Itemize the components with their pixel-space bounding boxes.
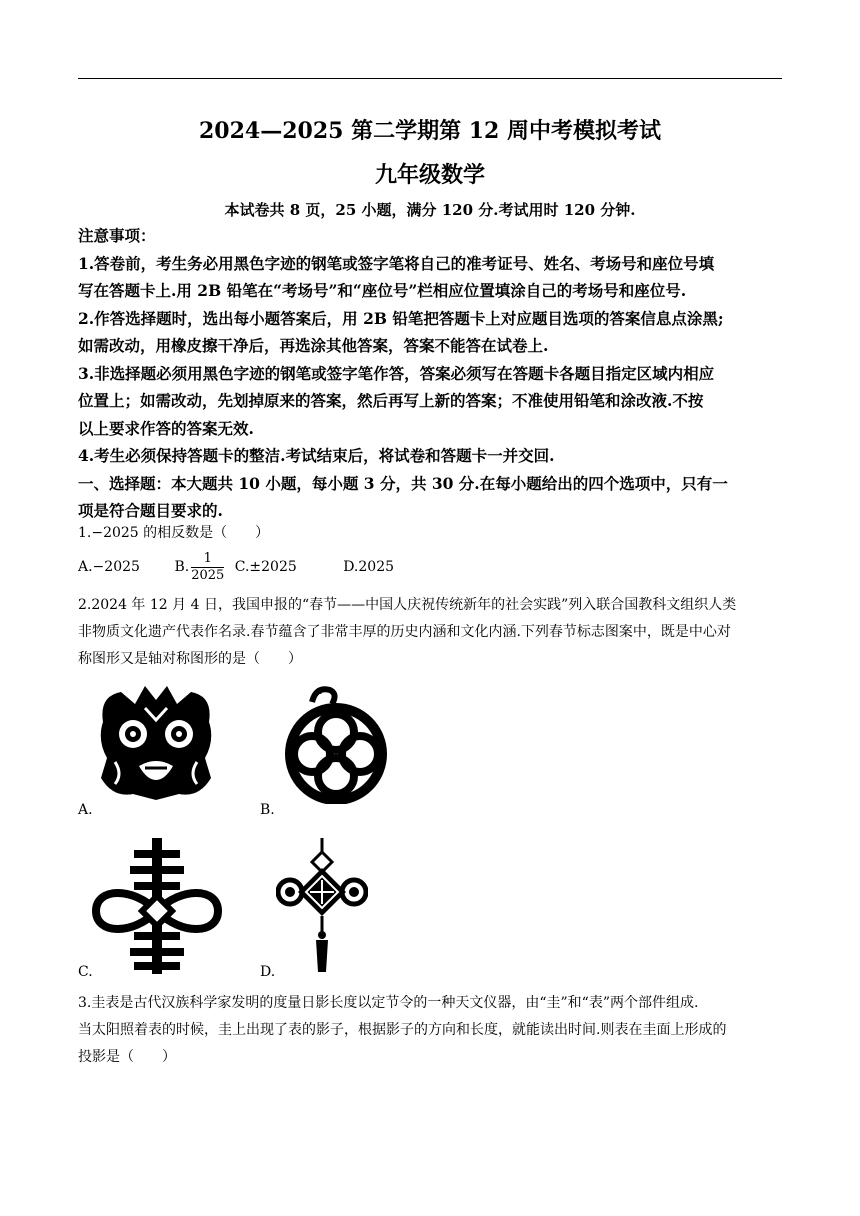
- question-line: 2.2024 年 12 月 4 日，我国申报的“春节——中国人庆祝传统新年的社会实践”列入联合国教科文组织人类: [78, 597, 737, 613]
- question-3: [78, 990, 782, 1071]
- option-b-label: B.: [260, 802, 275, 818]
- option-a-label: A.: [78, 802, 93, 818]
- question-2: [78, 592, 782, 673]
- question-1: [78, 520, 782, 547]
- option-d-label: D.: [260, 964, 276, 980]
- fraction-numerator: 1: [191, 551, 224, 568]
- notice-line: 1.答卷前，考生务必用黑色字迹的钢笔或签字笔将自己的准考证号、姓名、考场号和座位号填: [78, 253, 715, 273]
- header-rule: [78, 78, 782, 79]
- lion-head-icon: [95, 682, 217, 802]
- option-c-label: C.: [78, 964, 93, 980]
- question-line: 当太阳照着表的时候，圭上出现了表的影子，根据影子的方向和长度，就能读出时间.则表在圭面上形成的: [78, 1022, 727, 1038]
- snake-knot-icon: [272, 682, 400, 804]
- section-heading: 项是符合题目要求的.: [78, 501, 223, 520]
- fraction: [191, 551, 224, 584]
- exam-title: 2024—2025 第二学期第 12 周中考模拟考试: [198, 118, 662, 144]
- chinese-knot-infinity-icon: [92, 836, 222, 976]
- question-stem: 1.−2025 的相反数是（ ）: [78, 525, 270, 541]
- notice-line: 以上要求作答的答案无效.: [78, 418, 254, 438]
- question-line: 投影是（ ）: [78, 1049, 176, 1065]
- option-b-label: B.: [174, 559, 190, 575]
- option-d: D.2025: [343, 559, 395, 575]
- question-1-options: [78, 550, 782, 584]
- notice-line: 位置上；如需改动，先划掉原来的答案，然后再写上新的答案；不准使用铅笔和涂改液.不按: [78, 391, 704, 410]
- notice-section: [78, 222, 782, 525]
- exam-info: 本试卷共 8 页，25 小题，满分 120 分.考试用时 120 分钟.: [224, 201, 636, 219]
- notice-line: 3.非选择题必须用黑色字迹的钢笔或签字笔作答，答案必须写在答题卡各题目指定区域内相应: [78, 363, 715, 383]
- notice-heading: 注意事项：: [78, 226, 156, 245]
- chinese-knot-tassel-icon: [276, 836, 368, 974]
- option-a: A.−2025: [78, 559, 140, 575]
- exam-subject: 九年级数学: [374, 162, 485, 188]
- notice-line: 写在答题卡上.用 2B 铅笔在“考场号”和“座位号”栏相应位置填涂自己的考场号和座位号.: [78, 281, 687, 300]
- question-line: 非物质文化遗产代表作名录.春节蕴含了非常丰厚的历史内涵和文化内涵.下列春节标志图案中，既是中心对: [78, 624, 731, 640]
- notice-line: 2.作答选择题时，选出每小题答案后，用 2B 铅笔把答题卡上对应题目选项的答案信息点涂黑;: [78, 308, 724, 328]
- notice-line: 如需改动，用橡皮擦干净后，再选涂其他答案，答案不能答在试卷上.: [78, 336, 549, 355]
- fraction-denominator: 2025: [191, 567, 225, 583]
- option-c: C.±2025: [234, 559, 297, 575]
- question-line: 称图形又是轴对称图形的是（ ）: [78, 651, 302, 667]
- question-line: 3.圭表是古代汉族科学家发明的度量日影长度以定节令的一种天文仪器，由“圭”和“表”两个部件组成.: [78, 995, 699, 1011]
- section-heading: 一、选择题：本大题共 10 小题，每小题 3 分，共 30 分.在每小题给出的四个选项中，只有一: [78, 473, 728, 493]
- notice-line: 4.考生必须保持答题卡的整洁.考试结束后，将试卷和答题卡一并交回.: [78, 446, 555, 465]
- option-b: [174, 550, 226, 584]
